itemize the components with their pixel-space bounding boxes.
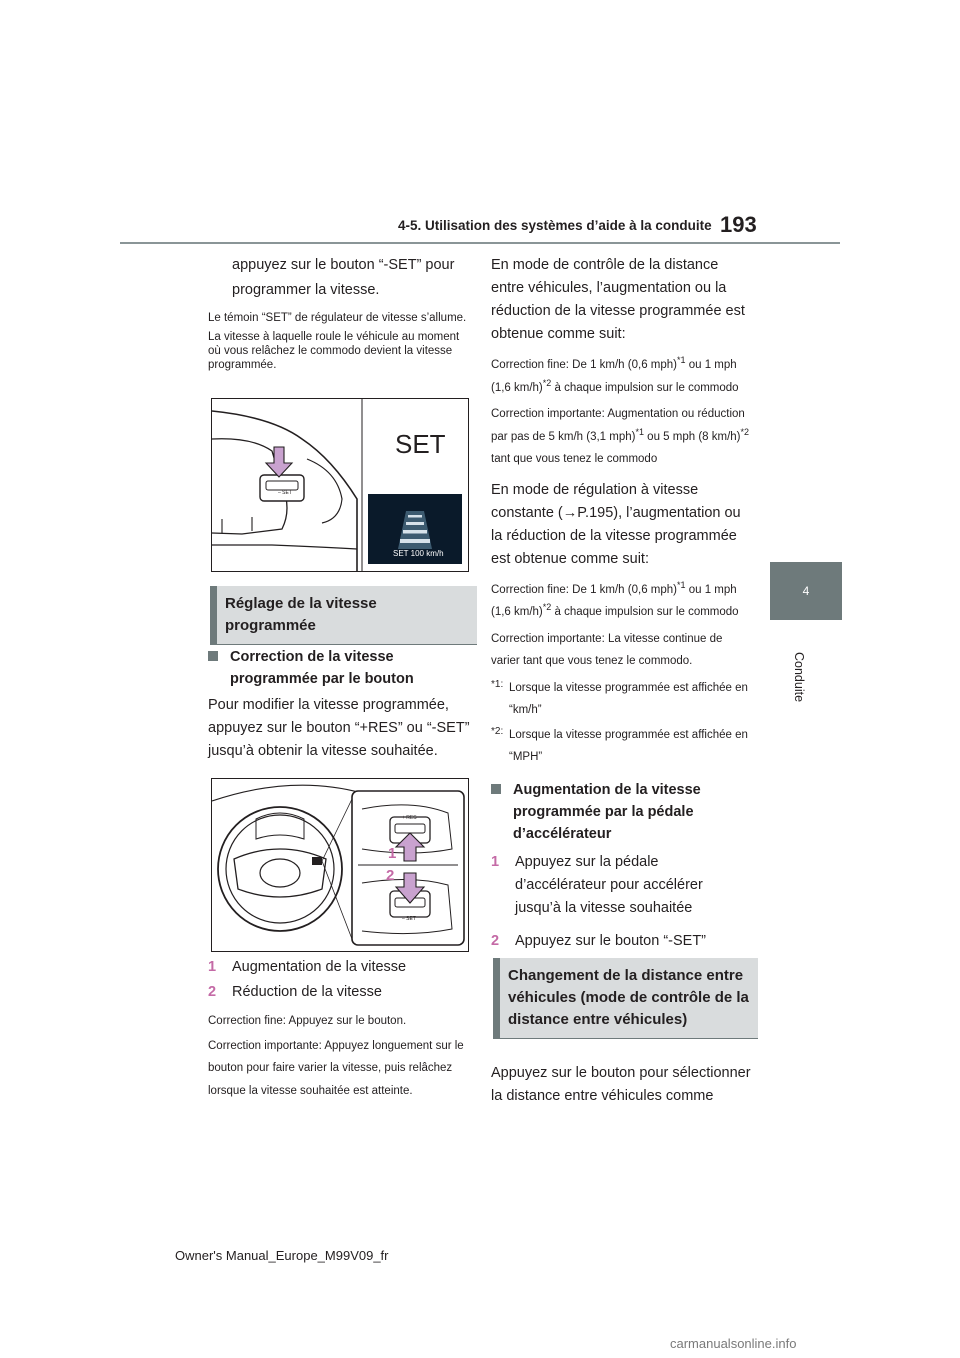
closing-paragraph: Appuyez sur le bouton pour sélectionner la distance entre véhicules comme: [491, 1065, 751, 1104]
list-item: [208, 981, 470, 1004]
item-number: 2: [208, 984, 217, 1000]
item-text: Réduction de la vitesse: [232, 984, 382, 1000]
footnote-ref: *1: [677, 355, 686, 366]
header-rule: [120, 242, 840, 244]
figure-steering-buttons: [211, 778, 469, 952]
set-button-label-2: – SET: [402, 916, 416, 922]
right-column: [491, 254, 751, 953]
callout-2: 2: [386, 867, 395, 884]
page-number: 193: [720, 212, 757, 237]
step-continuation-1: appuyez sur le bouton “-SET” pour: [232, 257, 455, 273]
subheading-button-correction: [208, 646, 470, 690]
set-indicator-text: SET: [395, 429, 446, 459]
intro-constant-speed-mode: En mode de régulation à vitesse constante (→P.195), l’augmentation ou la réduction de la vitesse programmée est obtenue comme suit:: [491, 481, 741, 567]
fine-correction-distance: Correction fine: De 1 km/h (0,6 mph)$^{*1}$ ou 1 mph (1,6 km/h)$^{*2}$ à chaque impulsion sur le commodo: [491, 355, 739, 394]
section-title: 4-5. Utilisation des systèmes d’aide à la conduite: [398, 218, 712, 233]
item-number: 1: [491, 853, 500, 870]
left-column: [208, 254, 470, 372]
intro-distance-mode: En mode de contrôle de la distance entre véhicules, l’augmentation ou la réduction de la vitesse programmée est obtenue comme suit:: [491, 257, 745, 342]
item-text: Appuyez sur le bouton “-SET”: [515, 932, 707, 949]
paragraph-button-correction: Pour modifier la vitesse programmée, appuyez sur le bouton “+RES” ou “-SET” jusqu’à obtenir la vitesse souhaitée.: [208, 697, 470, 759]
subheading-text: Correction de la vitesse programmée par le bouton: [230, 649, 414, 687]
footnote-1: *1: Lorsque la vitesse programmée est affichée en “km/h”: [491, 678, 748, 716]
chapter-label: Conduite: [792, 652, 806, 703]
section-heading-distance: Changement de la distance entre véhicules (mode de contrôle de la distance entre véhicules): [493, 958, 758, 1039]
figure-set-button: [211, 398, 469, 572]
item-number: 2: [491, 932, 500, 949]
watermark: carmanualsonline.info: [670, 1336, 797, 1351]
list-item: [491, 851, 751, 920]
item-text: Appuyez sur la pédale d’accélérateur pour accélérer jusqu’à la vitesse souhaitée: [515, 853, 703, 916]
chapter-tab: [770, 562, 842, 620]
subheading-accelerator: [491, 779, 751, 845]
section-heading-speed-setting: Réglage de la vitesse programmée: [210, 586, 477, 645]
major-correction-distance: Correction importante: Augmentation ou réduction par pas de 5 km/h (3,1 mph)$^{*1}$ ou 5 mph (8 km/h)$^{*2}$ tant que vous tenez le commodo: [491, 408, 750, 465]
list-item: [491, 930, 751, 953]
document-id: Owner's Manual_Europe_M99V09_fr: [175, 1248, 389, 1263]
footnote-ref: *2: [542, 377, 552, 388]
callout-1: 1: [388, 845, 397, 862]
left-column-lower: [208, 646, 470, 763]
item-text: Augmentation de la vitesse: [232, 959, 407, 975]
right-column-bottom: [491, 1062, 751, 1108]
left-column-bottom: [208, 956, 470, 1102]
speed-readout: SET 100 km/h: [393, 549, 444, 558]
square-bullet-icon: [491, 784, 501, 794]
figure-set-illustration: [212, 399, 468, 571]
footnote-ref: *1: [677, 579, 686, 590]
list-item: [208, 956, 470, 979]
note-fine-correction: Correction fine: Appuyez sur le bouton.: [208, 1015, 407, 1027]
chapter-number: 4: [802, 584, 810, 598]
square-bullet-icon: [208, 651, 218, 661]
res-button-label: + RES: [402, 815, 417, 821]
subheading-text: Augmentation de la vitesse programmée par la pédale d’accélérateur: [513, 781, 701, 842]
footnote-ref: *2: [740, 426, 750, 437]
footnote-ref: *1: [635, 426, 644, 437]
set-button-label: – SET: [278, 490, 292, 496]
major-correction-constant: Correction importante: La vitesse continue de varier tant que vous tenez le commodo.: [491, 632, 723, 667]
note-set-indicator: Le témoin “SET” de régulateur de vitesse s’allume.: [208, 312, 467, 324]
chapter-label-wrap: [776, 652, 836, 720]
step-continuation-2: programmer la vitesse.: [232, 282, 380, 298]
footnote-2: *2: Lorsque la vitesse programmée est affichée en “MPH”: [491, 725, 748, 763]
note-programmed-speed: La vitesse à laquelle roule le véhicule au moment où vous relâchez le commodo devient la vitesse programmée.: [208, 331, 460, 371]
note-major-correction: Correction importante: Appuyez longuement sur le bouton pour faire varier la vitesse, puis relâchez lorsque la vitesse souhaitée est atteinte.: [208, 1039, 464, 1097]
item-number: 1: [208, 959, 217, 975]
fine-correction-constant: Correction fine: De 1 km/h (0,6 mph)$^{*1}$ ou 1 mph (1,6 km/h)$^{*2}$ à chaque impulsion sur le commodo: [491, 579, 739, 618]
footnote-ref: *2: [542, 602, 552, 613]
figure-steering-illustration: [212, 779, 468, 951]
